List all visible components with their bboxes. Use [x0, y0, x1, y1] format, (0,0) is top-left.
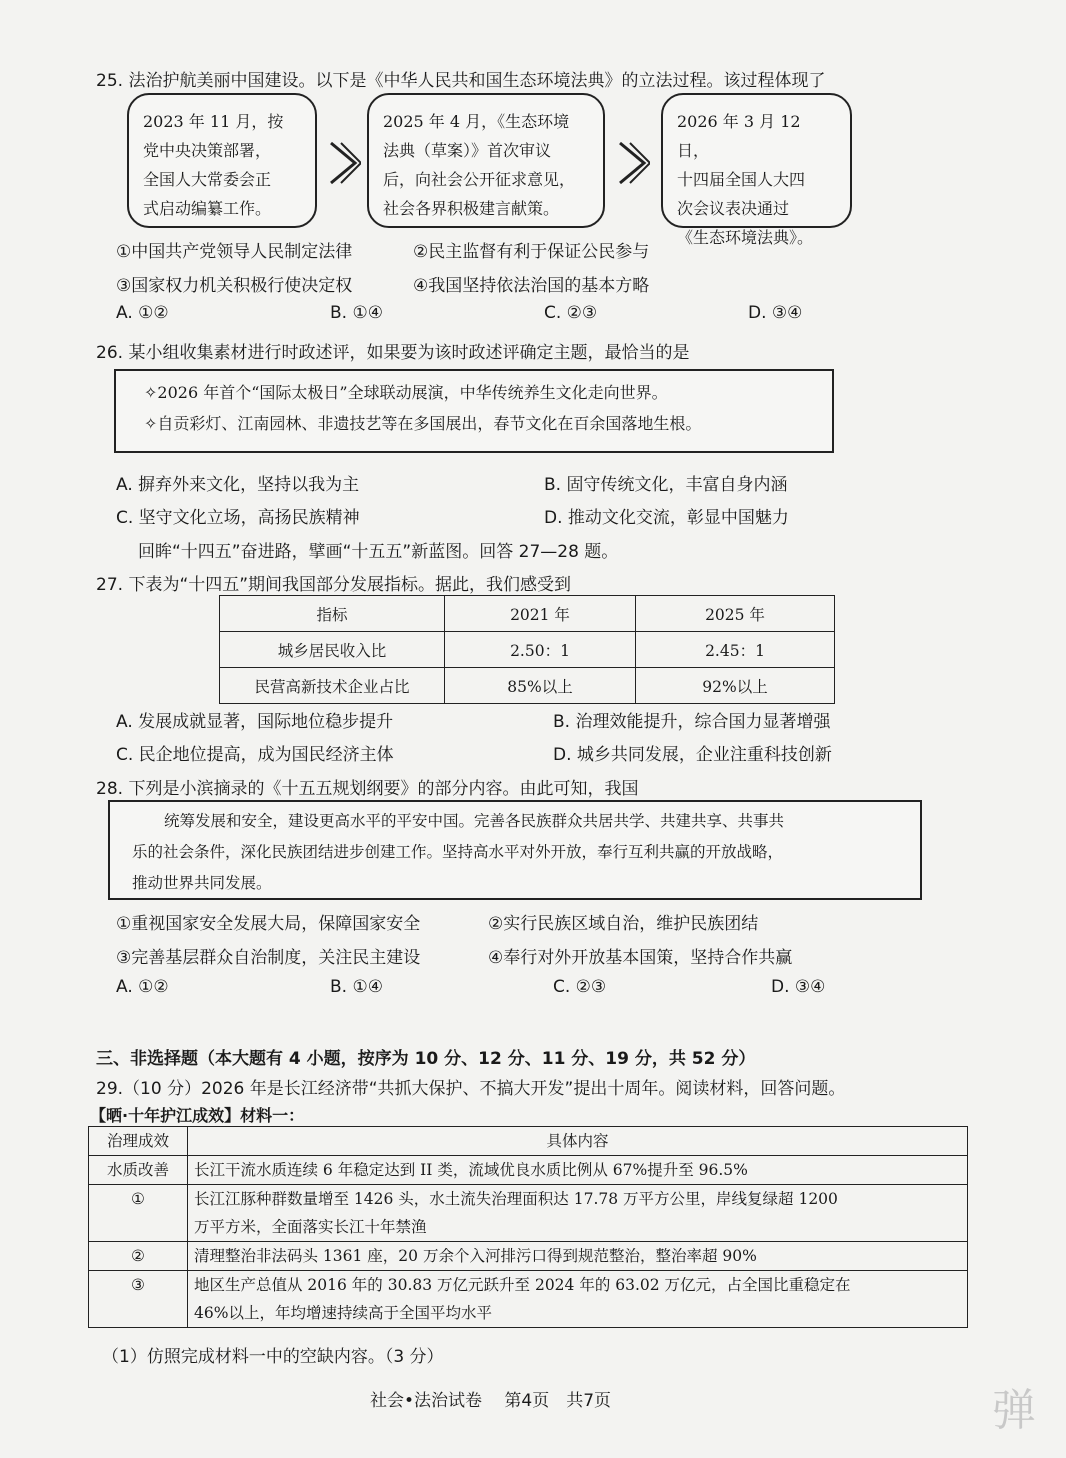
step1-line: 2023 年 11 月，按	[143, 112, 284, 131]
table-row	[89, 1242, 968, 1271]
table-cell	[188, 1271, 968, 1328]
q26-option-a: A. 摒弃外来文化，坚持以我为主	[116, 475, 360, 495]
q28-statement-3: ③完善基层群众自治制度，关注民主建设	[116, 948, 421, 968]
q25-option-d: D. ③④	[748, 303, 803, 323]
material-line: 推动世界共同发展。	[132, 874, 272, 892]
table-row	[220, 668, 835, 704]
q28-statement-4: ④奉行对外开放基本国策，坚持合作共赢	[488, 948, 793, 968]
q28-option-c: C. ②③	[553, 977, 607, 997]
table-cell: 2.50：1	[445, 632, 636, 668]
table-cell: 水质改善	[89, 1156, 188, 1185]
step3-line: 《生态环境法典》。	[677, 228, 814, 247]
table-cell: ②	[89, 1242, 188, 1271]
step2-line: 法典（草案）》首次审议	[383, 141, 552, 160]
material-line: ✧2026 年首个“国际太极日”全球联动展演，中华传统养生文化走向世界。	[144, 383, 668, 402]
cell-line: 万平方米，全面落实长江十年禁渔	[194, 1218, 427, 1236]
material-line: ✧自贡彩灯、江南园林、非遗技艺等在多国展出，春节文化在百余国落地生根。	[144, 414, 702, 433]
q25-statement-3: ③国家权力机关积极行使决定权	[116, 276, 353, 296]
cell-line: 地区生产总值从 2016 年的 30.83 万亿元跃升至 2024 年的 63.02 万亿元，占全国比重稳定在	[194, 1276, 851, 1294]
table-cell: ①	[89, 1185, 188, 1242]
section-three-heading: 三、非选择题（本大题有 4 小题，按序为 10 分、12 分、11 分、19 分，共 52 分）	[96, 1049, 756, 1069]
table-cell	[188, 1242, 968, 1271]
table-cell: 92%以上	[636, 668, 835, 704]
q27-stem: 27. 下表为“十四五”期间我国部分发展指标。据此，我们感受到	[96, 575, 572, 595]
q29-table	[88, 1126, 968, 1328]
table-header-cell: 指标	[220, 596, 445, 632]
table-cell	[188, 1156, 968, 1185]
table-header-cell: 治理成效	[89, 1127, 188, 1156]
table-header-row	[89, 1127, 968, 1156]
q27-option-a: A. 发展成就显著，国际地位稳步提升	[116, 712, 394, 732]
q25-step-3	[661, 93, 852, 247]
q28-statement-1: ①重视国家安全发展大局，保障国家安全	[116, 914, 421, 934]
q25-statement-4: ④我国坚持依法治国的基本方略	[413, 276, 650, 296]
q28-material-box	[108, 800, 922, 900]
q29-material-label: 【晒·十年护江成效】材料一：	[90, 1106, 305, 1125]
table-cell: ③	[89, 1271, 188, 1328]
material-line: 乐的社会条件，深化民族团结进步创建工作。坚持高水平对外开放，奉行互利共赢的开放战略，	[132, 843, 784, 861]
material-line: 统筹发展和安全，建设更高水平的平安中国。完善各民族群众共居共学、共建共享、共事共	[164, 812, 785, 830]
q28-option-a: A. ①②	[116, 977, 169, 997]
q28-stem: 28. 下列是小滨摘录的《十五五规划纲要》的部分内容。由此可知，我国	[96, 779, 639, 799]
table-cell: 民营高新技术企业占比	[220, 668, 445, 704]
q25-option-b: B. ①④	[330, 303, 383, 323]
q27-option-c: C. 民企地位提高，成为国民经济主体	[116, 745, 394, 765]
step2-line: 2025 年 4 月，《生态环境	[383, 112, 570, 131]
table-header-cell: 具体内容	[188, 1127, 968, 1156]
table-header-cell: 2021 年	[445, 596, 636, 632]
q28-option-b: B. ①④	[330, 977, 383, 997]
q28-statement-2: ②实行民族区域自治，维护民族团结	[488, 914, 759, 934]
q25-option-a: A. ①②	[116, 303, 169, 323]
table-header-row	[220, 596, 835, 632]
q28-option-d: D. ③④	[771, 977, 826, 997]
chevron-right-icon	[616, 140, 650, 186]
q25-stem: 25. 法治护航美丽中国建设。以下是《中华人民共和国生态环境法典》的立法过程。该过程体现了	[96, 71, 826, 91]
step1-line: 式启动编纂工作。	[143, 199, 272, 218]
step2-line: 后，向社会公开征求意见，	[383, 170, 576, 189]
q29-subquestion-1: （1）仿照完成材料一中的空缺内容。（3 分）	[102, 1347, 444, 1367]
table-cell	[188, 1185, 968, 1242]
table-header-cell: 2025 年	[636, 596, 835, 632]
q29-stem: 29.（10 分）2026 年是长江经济带“共抓大保护、不搞大开发”提出十周年。阅读材料，回答问题。	[96, 1079, 846, 1099]
table-cell: 城乡居民收入比	[220, 632, 445, 668]
step3-line: 2026 年 3 月 12 日，	[677, 112, 801, 160]
q25-option-c: C. ②③	[544, 303, 598, 323]
q27-option-d: D. 城乡共同发展，企业注重科技创新	[553, 745, 832, 765]
table-row	[89, 1185, 968, 1242]
step3-line: 十四届全国人大四	[677, 170, 806, 189]
step2-line: 社会各界积极建言献策。	[383, 199, 560, 218]
group-intro: 回眸“十四五”奋进路，擘画“十五五”新蓝图。回答 27—28 题。	[138, 542, 619, 562]
table-cell: 85%以上	[445, 668, 636, 704]
cell-line: 长江干流水质连续 6 年稳定达到 II 类，流域优良水质比例从 67%提升至 96.5%	[194, 1161, 748, 1179]
q25-step-1	[127, 93, 317, 228]
step1-line: 党中央决策部署，	[143, 141, 272, 160]
q26-material-box	[114, 369, 834, 453]
watermark: 弹	[992, 1385, 1036, 1436]
q25-step-2	[367, 93, 605, 228]
chevron-right-icon	[327, 140, 361, 186]
q26-stem: 26. 某小组收集素材进行时政述评，如果要为该时政述评确定主题，最恰当的是	[96, 343, 690, 363]
step1-line: 全国人大常委会正	[143, 170, 272, 189]
q26-option-c: C. 坚守文化立场，高扬民族精神	[116, 508, 360, 528]
q27-option-b: B. 治理效能提升，综合国力显著增强	[553, 712, 831, 732]
cell-line: 清理整治非法码头 1361 座，20 万余个入河排污口得到规范整治，整治率超 90%	[194, 1247, 757, 1265]
table-cell: 2.45：1	[636, 632, 835, 668]
table-row	[220, 632, 835, 668]
q25-statement-1: ①中国共产党领导人民制定法律	[116, 242, 353, 262]
page-footer: 社会•法治试卷 第4页 共7页	[370, 1391, 612, 1411]
q26-option-b: B. 固守传统文化，丰富自身内涵	[544, 475, 788, 495]
q26-option-d: D. 推动文化交流，彰显中国魅力	[544, 508, 789, 528]
table-row	[89, 1271, 968, 1328]
cell-line: 46%以上，年均增速持续高于全国平均水平	[194, 1304, 492, 1322]
q27-table	[219, 595, 835, 704]
cell-line: 长江江豚种群数量增至 1426 头，水土流失治理面积达 17.78 万平方公里，岸线复绿超 1200	[194, 1190, 838, 1208]
step3-line: 次会议表决通过	[677, 199, 790, 218]
table-row	[89, 1156, 968, 1185]
q25-statement-2: ②民主监督有利于保证公民参与	[413, 242, 650, 262]
